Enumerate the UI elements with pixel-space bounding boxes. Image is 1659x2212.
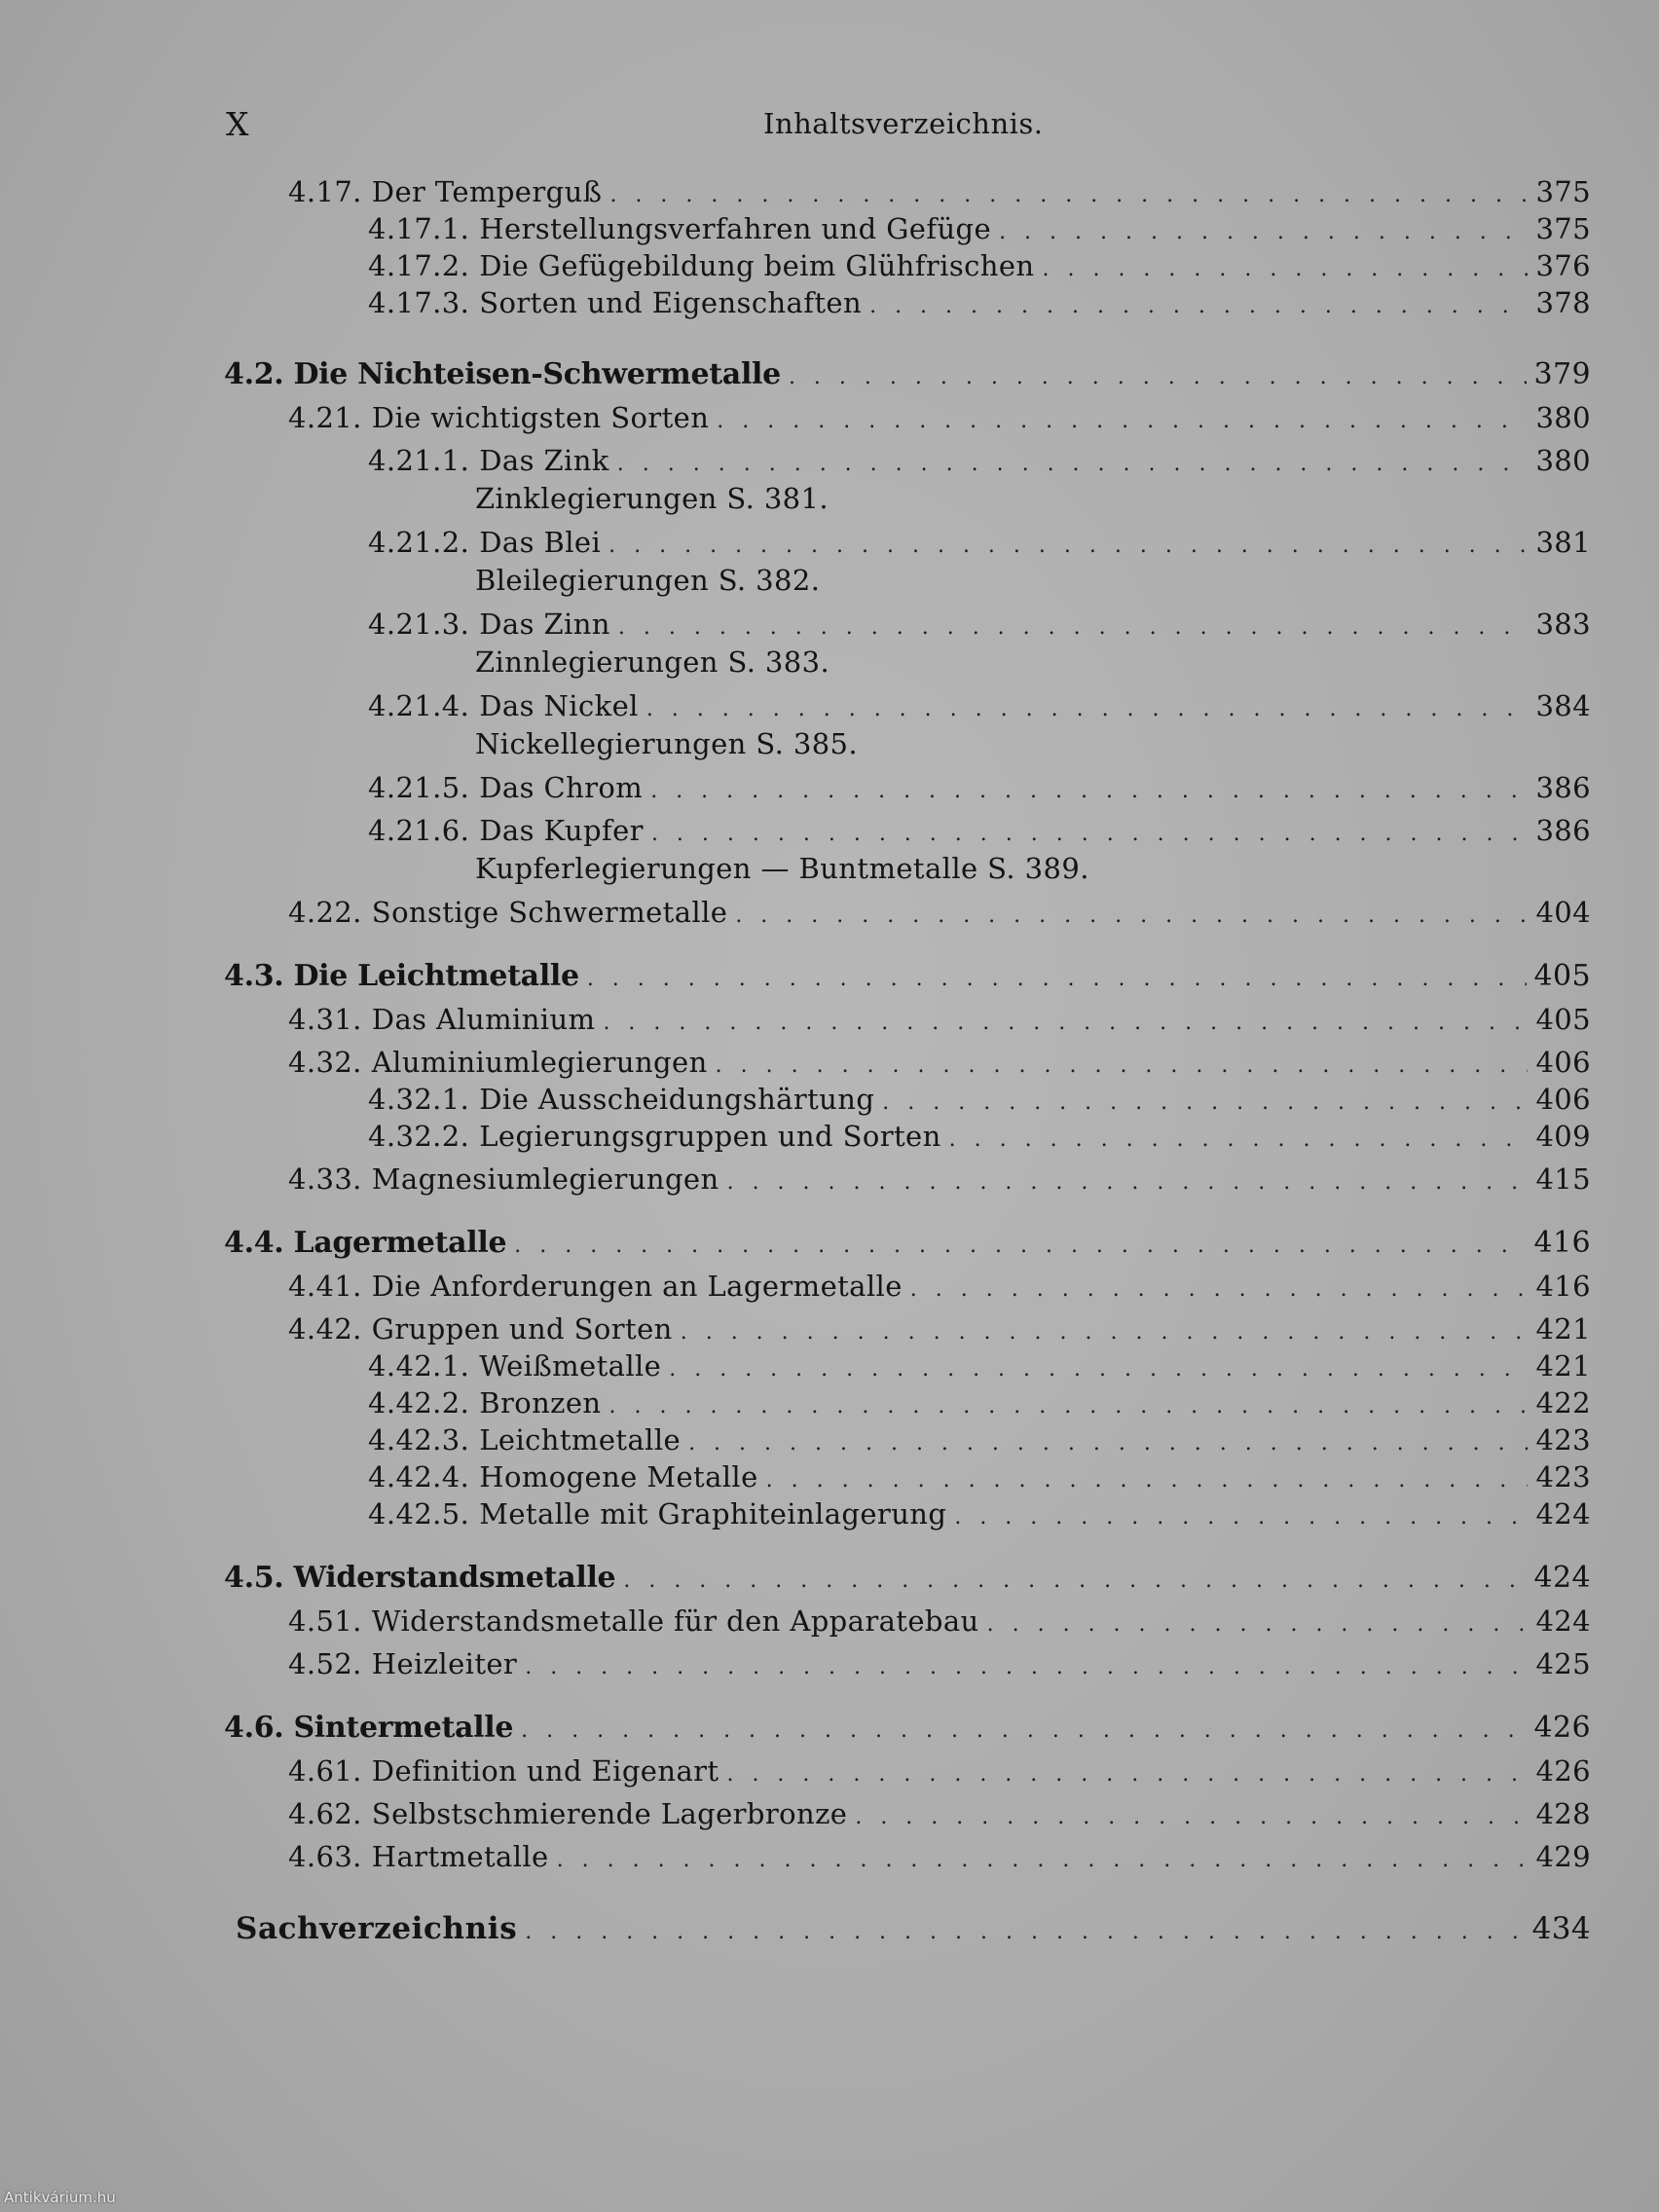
entry-number: 4.32.2.: [368, 1120, 470, 1153]
entry-page: 381: [1535, 526, 1591, 559]
entry-number: 4.42.: [288, 1312, 362, 1346]
entry-page: 421: [1535, 1312, 1591, 1346]
dot-leader: [766, 1462, 1529, 1499]
entry-title: Das Blei: [479, 526, 602, 559]
entry-number: 4.21.2.: [368, 526, 470, 559]
dot-leader: [726, 1756, 1528, 1793]
dot-leader: [688, 1425, 1528, 1462]
dot-leader: [949, 1122, 1529, 1159]
entry-number: 4.17.: [288, 175, 362, 208]
dot-leader: [869, 288, 1528, 325]
entry-number: 4.17.1.: [368, 212, 470, 245]
entry-title: Magnesiumlegierungen: [371, 1162, 719, 1196]
entry-page: 404: [1535, 896, 1591, 929]
dot-leader: [681, 1314, 1529, 1351]
entry-title: Homogene Metalle: [479, 1460, 758, 1493]
entry-subnote: Nickellegierungen S. 385.: [475, 727, 859, 760]
toc-entry: [224, 1603, 1591, 1640]
entry-number: 4.21.4.: [368, 689, 470, 722]
entry-subnote: Zinklegierungen S. 381.: [475, 482, 829, 515]
entry-title: Leichtmetalle: [479, 1423, 682, 1456]
dot-leader: [882, 1085, 1528, 1122]
page-number: X: [226, 105, 251, 143]
entry-page: 384: [1535, 689, 1591, 722]
entry-number: 4.62.: [288, 1797, 362, 1830]
toc-entry: [224, 1044, 1591, 1081]
entry-page: 423: [1535, 1460, 1591, 1493]
entry-page: 422: [1535, 1386, 1591, 1419]
entry-title: Die Anforderungen an Lagermetalle: [371, 1270, 903, 1303]
entry-title: Lagermetalle: [293, 1226, 507, 1260]
entry-page: 426: [1535, 1754, 1591, 1788]
toc-entry: [224, 1001, 1591, 1038]
entry-page: 375: [1535, 212, 1591, 245]
entry-title: Das Kupfer: [479, 814, 644, 847]
toc-entry: [224, 1458, 1591, 1495]
entry-title: Das Zinn: [479, 608, 610, 641]
entry-page: 379: [1533, 357, 1591, 391]
entry-title: Weißmetalle: [479, 1349, 662, 1382]
dot-leader: [987, 1606, 1529, 1643]
entry-title: Der Temperguß: [371, 175, 603, 208]
toc-index-entry: [224, 1910, 1591, 1947]
entry-number: 4.22.: [288, 896, 362, 929]
entry-page: 428: [1535, 1797, 1591, 1830]
entry-page: 425: [1535, 1647, 1591, 1680]
entry-number: 4.21.3.: [368, 608, 470, 641]
entry-page: 429: [1535, 1840, 1591, 1873]
entry-number: 4.21.1.: [368, 444, 470, 477]
entry-page: 405: [1535, 1003, 1591, 1036]
entry-number: 4.51.: [288, 1604, 362, 1638]
entry-title: Hartmetalle: [371, 1840, 549, 1873]
entry-page: 378: [1535, 286, 1591, 319]
toc-section-heading: [224, 356, 1591, 393]
entry-title: Das Chrom: [479, 771, 644, 804]
toc-entry: [224, 173, 1591, 210]
entry-number: 4.31.: [288, 1003, 362, 1036]
toc-entry: [224, 1118, 1591, 1155]
toc-entry: [224, 606, 1591, 643]
entry-subnote: Bleilegierungen S. 382.: [475, 564, 821, 597]
entry-page: 409: [1535, 1120, 1591, 1153]
entry-title: Sachverzeichnis: [236, 1911, 518, 1946]
entry-number: 4.21.5.: [368, 771, 470, 804]
entry-number: 4.6.: [224, 1711, 284, 1745]
entry-title: Die Gefügebildung beim Glühfrischen: [479, 249, 1035, 282]
entry-number: 4.41.: [288, 1270, 362, 1303]
toc-entry: [224, 524, 1591, 561]
entry-title: Herstellungsverfahren und Gefüge: [479, 212, 992, 245]
entry-title: Definition und Eigenart: [371, 1754, 719, 1788]
entry-title: Sorten und Eigenschaften: [479, 286, 863, 319]
dot-leader: [609, 1388, 1529, 1425]
entry-page: 416: [1535, 1270, 1591, 1303]
toc-entry: [224, 1645, 1591, 1682]
entry-number: 4.3.: [224, 959, 284, 993]
entry-title: Heizleiter: [371, 1647, 518, 1680]
entry-title: Legierungsgruppen und Sorten: [479, 1120, 941, 1153]
toc-entry: [224, 210, 1591, 247]
entry-title: Bronzen: [479, 1386, 602, 1419]
dot-leader: [717, 403, 1528, 440]
entry-page: 424: [1535, 1497, 1591, 1530]
dot-leader: [623, 1563, 1526, 1600]
entry-number: 4.42.5.: [368, 1497, 470, 1530]
toc-entry: [224, 1310, 1591, 1347]
entry-number: 4.52.: [288, 1647, 362, 1680]
toc-section-heading: [224, 958, 1591, 995]
entry-number: 4.4.: [224, 1226, 284, 1260]
entry-subnote: Kupferlegierungen — Buntmetalle S. 389.: [475, 852, 1089, 885]
toc-section-heading: [224, 1710, 1591, 1747]
entry-title: Widerstandsmetalle: [293, 1561, 616, 1595]
entry-page: 426: [1533, 1711, 1591, 1745]
dot-leader: [1042, 251, 1528, 288]
toc-entry: [224, 1495, 1591, 1532]
entry-page: 376: [1535, 249, 1591, 282]
entry-number: 4.32.1.: [368, 1083, 470, 1116]
running-title: Inhaltsverzeichnis.: [763, 107, 1044, 140]
dot-leader: [525, 1649, 1528, 1686]
entry-number: 4.61.: [288, 1754, 362, 1788]
toc-section-heading: [224, 1225, 1591, 1262]
dot-leader: [954, 1499, 1528, 1536]
entry-title: Widerstandsmetalle für den Apparatebau: [371, 1604, 979, 1638]
dot-leader: [646, 691, 1529, 728]
entry-number: 4.32.: [288, 1046, 362, 1079]
dot-leader: [789, 359, 1527, 396]
entry-page: 380: [1535, 444, 1591, 477]
dot-leader: [727, 1164, 1529, 1201]
dot-leader: [609, 177, 1528, 214]
toc-entry: [224, 687, 1591, 724]
entry-number: 4.63.: [288, 1840, 362, 1873]
entry-title: Die Ausscheidungshärtung: [479, 1083, 875, 1116]
entry-title: Sonstige Schwermetalle: [371, 896, 728, 929]
entry-page: 415: [1535, 1162, 1591, 1196]
dot-leader: [587, 961, 1527, 998]
toc-entry: [224, 1081, 1591, 1118]
entry-number: 4.21.6.: [368, 814, 470, 847]
dot-leader: [910, 1272, 1529, 1309]
toc-entry: [224, 399, 1591, 436]
toc-entry: [224, 769, 1591, 806]
entry-page: 416: [1533, 1226, 1591, 1260]
entry-page: 380: [1535, 401, 1591, 434]
toc-entry: [224, 894, 1591, 931]
toc-entry: [224, 1268, 1591, 1305]
entry-title: Das Aluminium: [371, 1003, 596, 1036]
toc-entry: [224, 1752, 1591, 1789]
entry-title: Die wichtigsten Sorten: [371, 401, 710, 434]
entry-number: 4.21.: [288, 401, 362, 434]
entry-page: 434: [1531, 1911, 1591, 1946]
entry-number: 4.33.: [288, 1162, 362, 1196]
toc-entry: [224, 247, 1591, 284]
entry-number: 4.2.: [224, 357, 284, 391]
dot-leader: [603, 1005, 1528, 1042]
toc-section-heading: [224, 1560, 1591, 1597]
dot-leader: [608, 528, 1528, 565]
dot-leader: [617, 446, 1529, 483]
entry-number: 4.42.3.: [368, 1423, 470, 1456]
toc-entry: [224, 442, 1591, 479]
entry-number: 4.17.2.: [368, 249, 470, 282]
dot-leader: [669, 1351, 1528, 1388]
entry-title: Die Nichteisen-Schwermetalle: [293, 357, 781, 391]
entry-page: 405: [1533, 959, 1591, 993]
entry-number: 4.42.1.: [368, 1349, 470, 1382]
entry-title: Die Leichtmetalle: [293, 959, 579, 993]
entry-title: Gruppen und Sorten: [371, 1312, 673, 1346]
entry-title: Selbstschmierende Lagerbronze: [371, 1797, 848, 1830]
page-header: [226, 105, 1589, 154]
entry-title: Aluminiumlegierungen: [371, 1046, 708, 1079]
dot-leader: [999, 214, 1528, 251]
dot-leader: [650, 773, 1528, 810]
toc-entry: [224, 1795, 1591, 1832]
entry-subnote: Zinnlegierungen S. 383.: [475, 645, 830, 679]
entry-page: 375: [1535, 175, 1591, 208]
dot-leader: [521, 1713, 1526, 1750]
entry-title: Sintermetalle: [293, 1711, 514, 1745]
dot-leader: [651, 816, 1529, 853]
toc-entry: [224, 1421, 1591, 1458]
dot-leader: [618, 609, 1529, 646]
watermark: Antikvárium.hu: [4, 2189, 116, 2206]
entry-number: 4.5.: [224, 1561, 284, 1595]
dot-leader: [525, 1914, 1524, 1951]
entry-page: 423: [1535, 1423, 1591, 1456]
toc-entry: [224, 1347, 1591, 1384]
toc-entry: [224, 1161, 1591, 1198]
entry-page: 386: [1535, 814, 1591, 847]
entry-number: 4.17.3.: [368, 286, 470, 319]
entry-page: 386: [1535, 771, 1591, 804]
dot-leader: [735, 898, 1528, 935]
dot-leader: [514, 1228, 1526, 1265]
entry-number: 4.42.2.: [368, 1386, 470, 1419]
table-of-contents: [224, 173, 1591, 1947]
entry-page: 424: [1533, 1561, 1591, 1595]
dot-leader: [855, 1799, 1528, 1836]
entry-title: Das Zink: [479, 444, 609, 477]
entry-title: Metalle mit Graphiteinlagerung: [479, 1497, 947, 1530]
entry-page: 406: [1535, 1083, 1591, 1116]
toc-entry: [224, 1838, 1591, 1875]
entry-number: 4.42.4.: [368, 1460, 470, 1493]
entry-title: Das Nickel: [479, 689, 639, 722]
toc-entry: [224, 1384, 1591, 1421]
toc-entry: [224, 812, 1591, 849]
dot-leader: [557, 1842, 1529, 1879]
entry-page: 421: [1535, 1349, 1591, 1382]
entry-page: 424: [1535, 1604, 1591, 1638]
entry-page: 383: [1535, 608, 1591, 641]
toc-entry: [224, 284, 1591, 321]
entry-page: 406: [1535, 1046, 1591, 1079]
dot-leader: [716, 1048, 1529, 1085]
